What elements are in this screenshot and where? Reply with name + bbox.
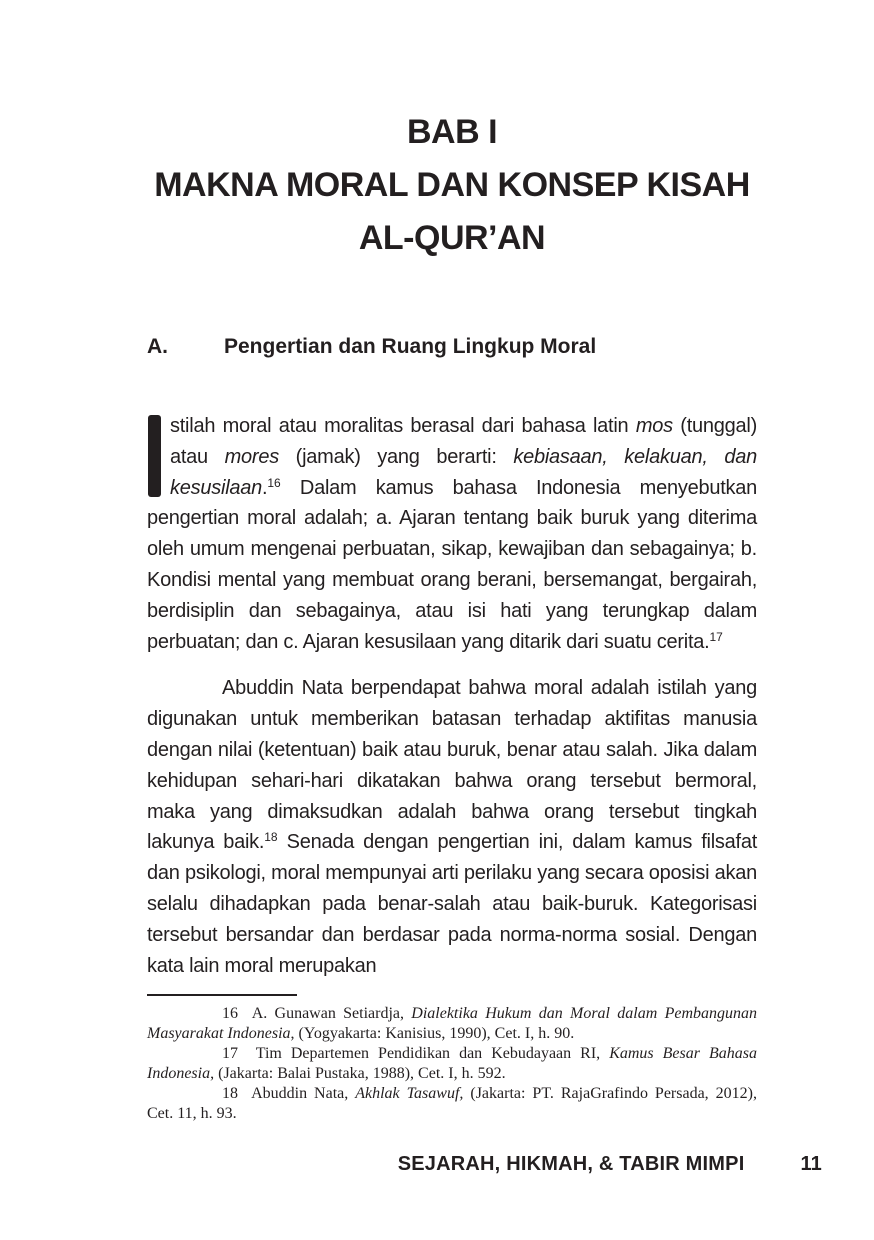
footnotes-section [147, 994, 757, 1124]
page-content [147, 0, 757, 1124]
chapter-heading [147, 0, 757, 265]
running-title: SEJARAH, HIKMAH, & TABIR MIMPI [397, 1153, 745, 1175]
section-title: Pengertian dan Ruang Lingkup Moral [224, 335, 597, 358]
body-text [147, 411, 757, 981]
footnote-separator [147, 994, 297, 996]
paragraph-1 [147, 411, 757, 657]
dropcap-letter-i [148, 415, 161, 497]
chapter-number: BAB I [406, 113, 498, 151]
paragraph-2: Abuddin Nata berpendapat bahwa moral adalah istilah yang digunakan untuk memberikan batasan terhadap aktifitas manusia dengan nilai (ketentuan) baik atau buruk, benar atau salah. Jika dalam kehidupan sehari-hari dikatakan bahwa orang tersebut bermoral, maka yang dimaksudkan adalah bahwa orang tersebut tingkah lakunya baik.$^{18}$ Senada dengan pengertian ini, dalam kamus filsafat dan psikologi, moral mempunyai arti perilaku yang secara oposisi akan selalu dihadapkan pada benar-salah atau baik-buruk. Kategorisasi tersebut bersandar dan berdasar pada norma-norma sosial. Dengan kata lain moral merupakan [147, 677, 757, 977]
footnote-17: 17 Tim Departemen Pendidikan dan Kebudayaan RI, Kamus Besar Bahasa Indonesia, (Jakarta: Balai Pustaka, 1988), Cet. I, h. 592. [147, 1045, 758, 1083]
chapter-title-line-2: AL-QUR’AN [358, 219, 546, 257]
page-footer [398, 1153, 822, 1176]
paragraph-1-text: stilah moral atau moralitas berasal dari bahasa latin mos (tunggal) atau mores (jamak) yang berarti: kebiasaan, kelakuan, dan kesusilaan.$^{16}$ Dalam kamus bahasa Indonesia menyebutkan pengertian moral adalah; a. Ajaran tentang baik buruk yang diterima oleh umum mengenai perbuatan, sikap, kewajiban dan sebagainya; b. Kondisi mental yang membuat orang berani, bersemangat, bergairah, berdisiplin dan sebagainya, atau isi hati yang terungkap dalam perbuatan; dan c. Ajaran kesusilaan yang ditarik dari suatu cerita.$^{17}$ [147, 415, 758, 653]
section-label: A. [147, 335, 168, 358]
chapter-title-line-1: MAKNA MORAL DAN KONSEP KISAH [154, 166, 750, 204]
footnote-16: 16 A. Gunawan Setiardja, Dialektika Hukum dan Moral dalam Pembangunan Masyarakat Indonesia, (Yogyakarta: Kanisius, 1990), Cet. I, h. 90. [147, 1005, 757, 1043]
page-number: 11 [800, 1153, 822, 1175]
section-heading [147, 335, 757, 359]
footnote-18: 18 Abuddin Nata, Akhlak Tasawuf, (Jakarta: PT. RajaGrafindo Persada, 2012), Cet. 11, h. 93. [147, 1085, 757, 1123]
